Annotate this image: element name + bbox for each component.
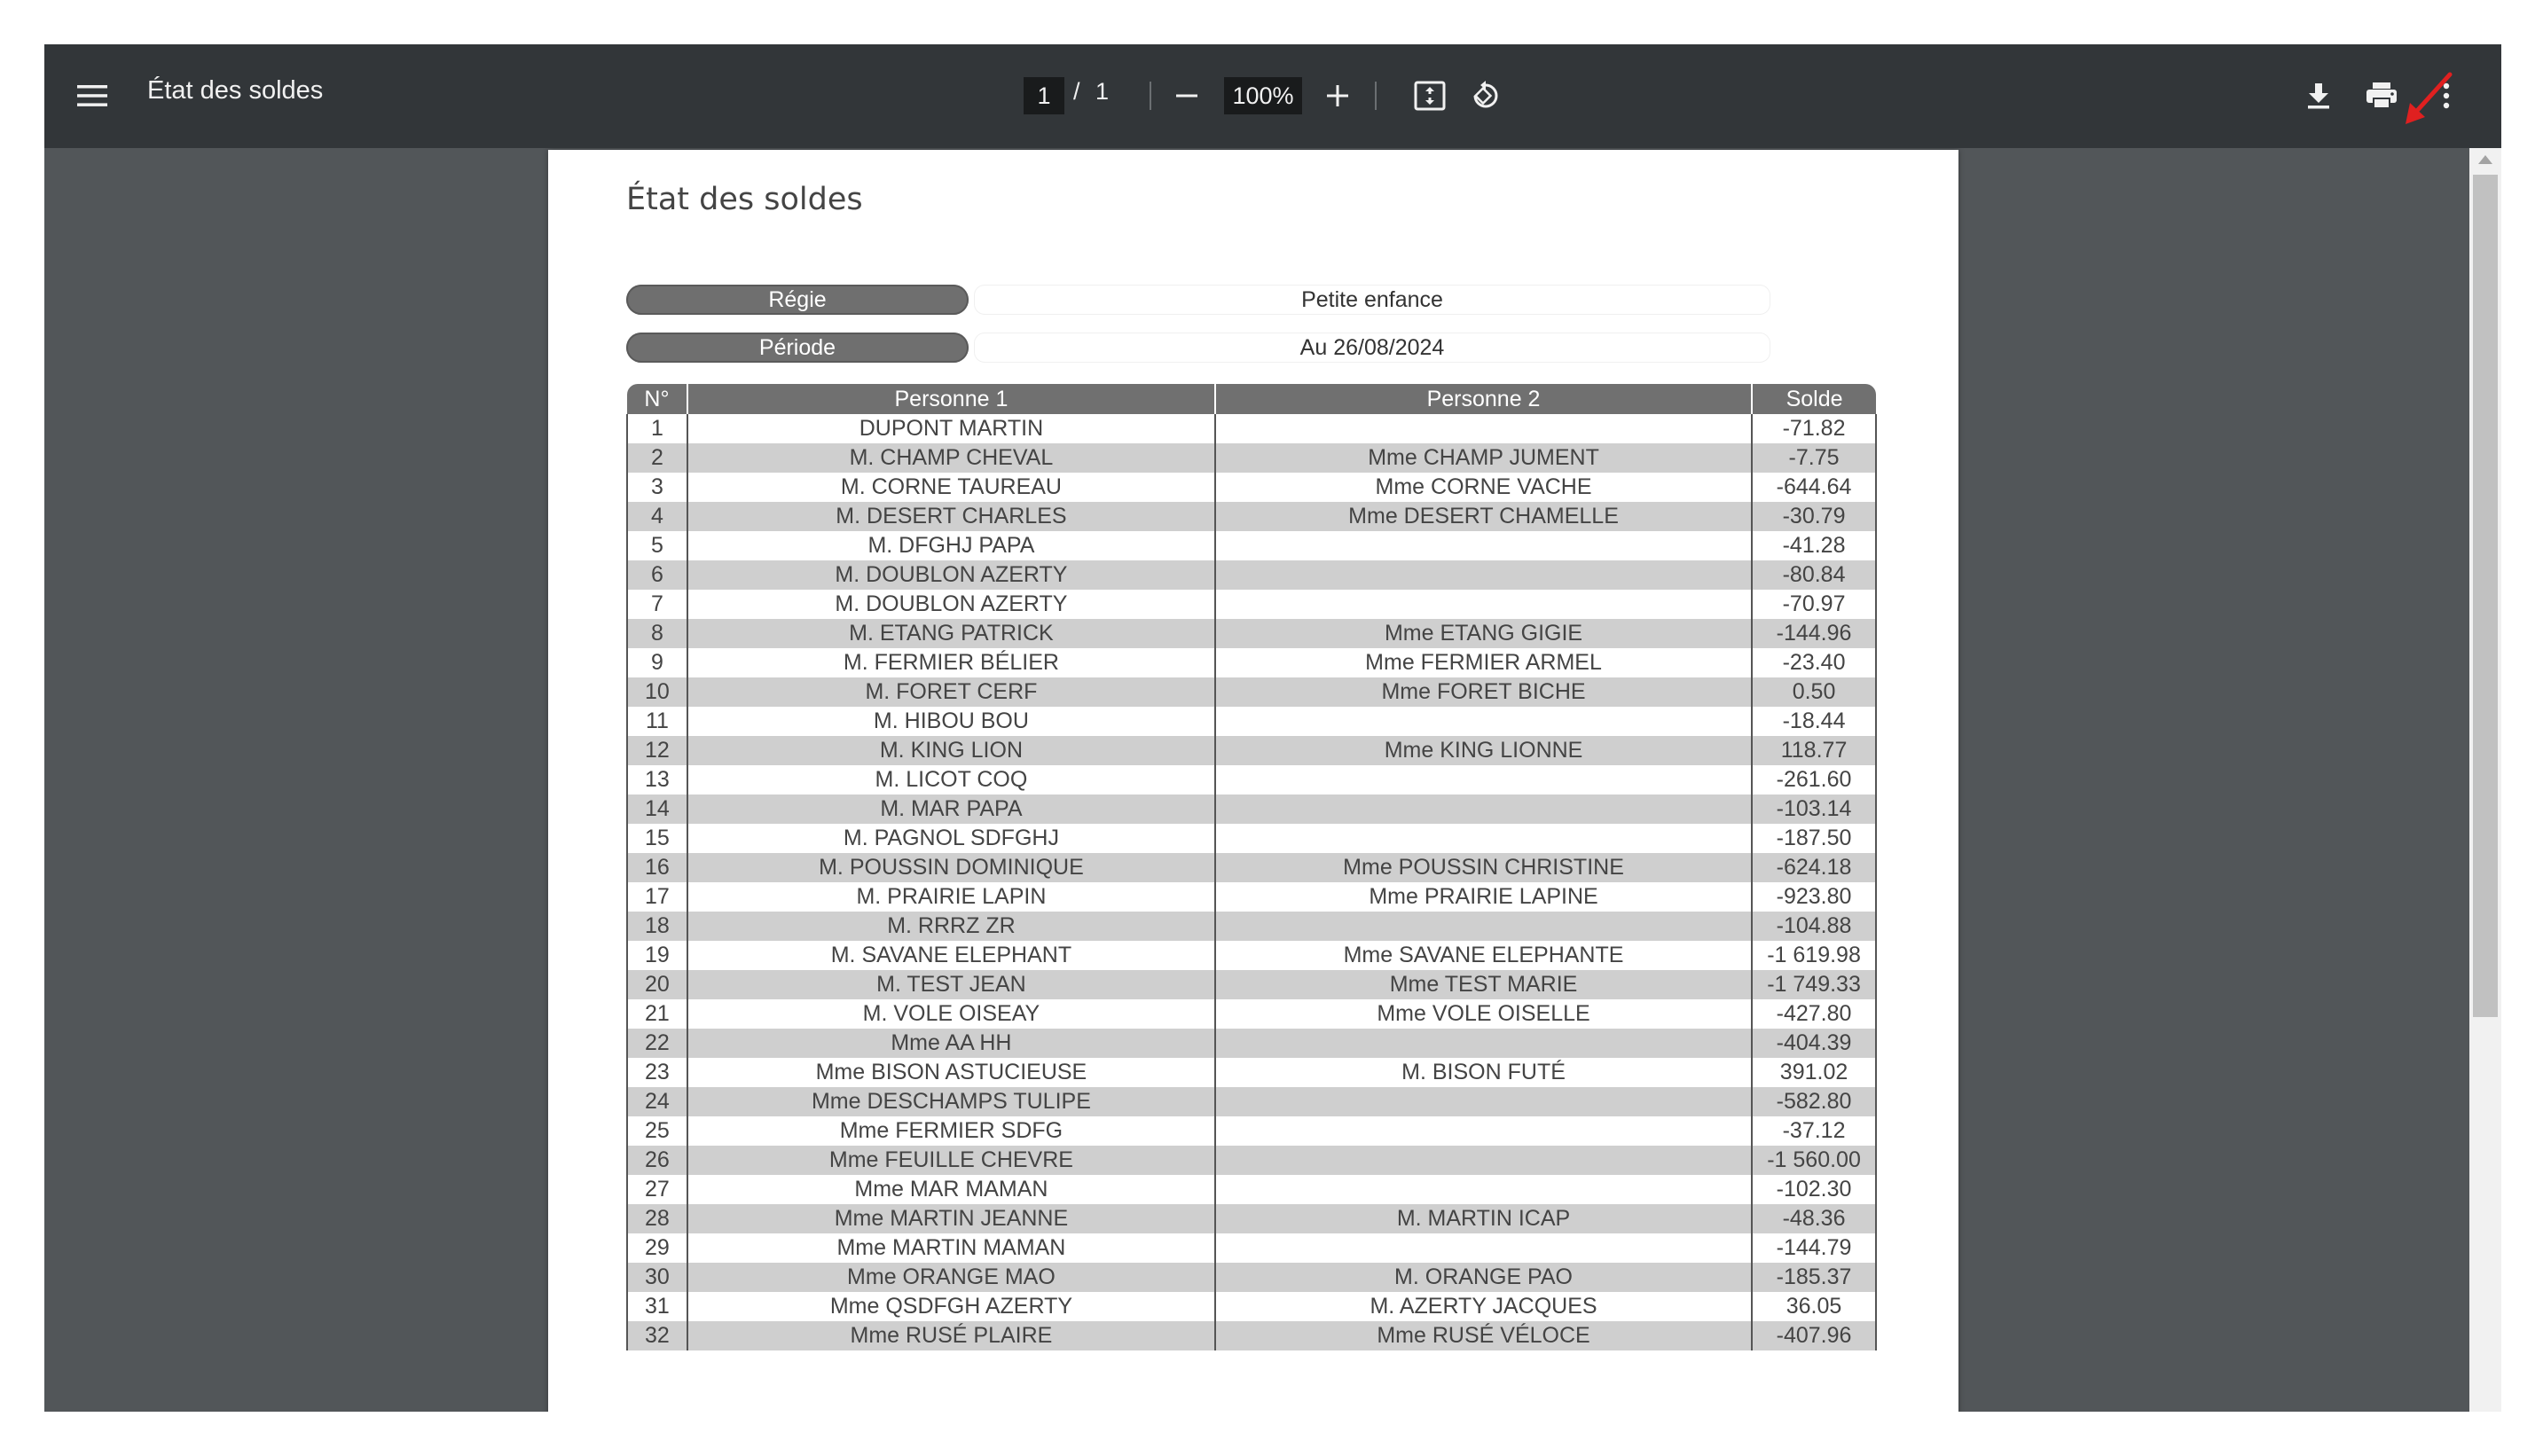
cell-person2: M. BISON FUTÉ [1215,1058,1752,1087]
cell-person2 [1215,531,1752,560]
cell-balance: -624.18 [1752,853,1876,882]
table-row [627,912,1876,941]
cell-person1: Mme QSDFGH AZERTY [687,1292,1215,1321]
pdf-toolbar [44,44,2501,148]
table-row [627,853,1876,882]
cell-person2 [1215,824,1752,853]
vertical-scrollbar[interactable] [2469,148,2501,1412]
table-row [627,531,1876,560]
cell-number: 7 [627,590,687,619]
cell-balance: -70.97 [1752,590,1876,619]
cell-person1: M. SAVANE ELEPHANT [687,941,1215,970]
field-value: Au 26/08/2024 [974,333,1770,363]
cell-number: 32 [627,1321,687,1350]
cell-balance: -41.28 [1752,531,1876,560]
cell-person1: M. CHAMP CHEVAL [687,443,1215,473]
cell-person2 [1215,912,1752,941]
table-row [627,560,1876,590]
scroll-up-arrow-icon[interactable] [2478,155,2492,164]
balance-table [626,384,1877,1350]
cell-balance: -103.14 [1752,795,1876,824]
cell-number: 12 [627,736,687,765]
cell-balance: -102.30 [1752,1175,1876,1204]
document-title: État des soldes [147,76,324,105]
column-header-person1: Personne 1 [687,384,1215,414]
page-separator: / [1073,78,1080,105]
cell-balance: -18.44 [1752,707,1876,736]
cell-person1: Mme RUSÉ PLAIRE [687,1321,1215,1350]
cell-balance: -261.60 [1752,765,1876,795]
table-row [627,1029,1876,1058]
cell-person2: Mme RUSÉ VÉLOCE [1215,1321,1752,1350]
cell-person2: Mme CHAMP JUMENT [1215,443,1752,473]
cell-person2: Mme KING LIONNE [1215,736,1752,765]
cell-number: 3 [627,473,687,502]
cell-number: 4 [627,502,687,531]
table-row [627,1146,1876,1175]
cell-person2 [1215,1029,1752,1058]
table-row [627,795,1876,824]
table-row [627,736,1876,765]
cell-number: 27 [627,1175,687,1204]
table-row [627,1116,1876,1146]
cell-number: 15 [627,824,687,853]
cell-number: 6 [627,560,687,590]
cell-person1: DUPONT MARTIN [687,414,1215,443]
cell-person1: M. ETANG PATRICK [687,619,1215,648]
table-row [627,1321,1876,1350]
menu-button[interactable] [69,73,115,119]
zoom-in-button[interactable] [1316,74,1359,117]
cell-number: 19 [627,941,687,970]
cell-person1: Mme MAR MAMAN [687,1175,1215,1204]
cell-number: 23 [627,1058,687,1087]
cell-person1: M. DOUBLON AZERTY [687,560,1215,590]
cell-number: 9 [627,648,687,677]
cell-number: 20 [627,970,687,999]
cell-number: 30 [627,1263,687,1292]
cell-person1: Mme FEUILLE CHEVRE [687,1146,1215,1175]
table-row [627,765,1876,795]
menu-icon [77,84,107,107]
cell-person2: M. ORANGE PAO [1215,1263,1752,1292]
rotate-icon [1468,79,1502,113]
cell-person2: M. MARTIN ICAP [1215,1204,1752,1233]
cell-number: 26 [627,1146,687,1175]
pdf-page [548,150,1958,1412]
cell-person1: M. FORET CERF [687,677,1215,707]
cell-person2 [1215,1175,1752,1204]
cell-balance: -644.64 [1752,473,1876,502]
plus-icon [1326,84,1349,107]
cell-number: 18 [627,912,687,941]
table-row [627,1204,1876,1233]
cell-person2: Mme FERMIER ARMEL [1215,648,1752,677]
cell-person1: Mme MARTIN MAMAN [687,1233,1215,1263]
cell-person1: M. FERMIER BÉLIER [687,648,1215,677]
cell-person1: Mme AA HH [687,1029,1215,1058]
table-body [627,414,1876,1350]
toolbar-divider [1375,82,1377,110]
cell-person1: M. DESERT CHARLES [687,502,1215,531]
cell-number: 1 [627,414,687,443]
cell-number: 29 [627,1233,687,1263]
cell-balance: -923.80 [1752,882,1876,912]
rotate-button[interactable] [1460,71,1510,121]
table-row [627,648,1876,677]
column-header-number: N° [627,384,687,414]
cell-person2 [1215,590,1752,619]
page-total: 1 [1095,78,1110,105]
cell-person2: Mme SAVANE ELEPHANTE [1215,941,1752,970]
cell-person2 [1215,707,1752,736]
cell-number: 2 [627,443,687,473]
table-row [627,1263,1876,1292]
cell-person2 [1215,1233,1752,1263]
cell-person2 [1215,1116,1752,1146]
column-header-person2: Personne 2 [1215,384,1752,414]
cell-person2: Mme TEST MARIE [1215,970,1752,999]
table-row [627,970,1876,999]
cell-person1: M. MAR PAPA [687,795,1215,824]
cell-balance: -1 560.00 [1752,1146,1876,1175]
cell-person2 [1215,414,1752,443]
field-label: Régie [626,285,969,315]
cell-person1: Mme ORANGE MAO [687,1263,1215,1292]
cell-balance: -404.39 [1752,1029,1876,1058]
fit-to-page-icon [1414,81,1446,111]
cell-person1: M. TEST JEAN [687,970,1215,999]
toolbar-divider [1150,82,1151,110]
table-header-row [627,384,1876,414]
cell-balance: 0.50 [1752,677,1876,707]
zoom-out-button[interactable] [1166,74,1208,117]
cell-person2: Mme POUSSIN CHRISTINE [1215,853,1752,882]
cell-balance: -1 749.33 [1752,970,1876,999]
cell-person1: M. DFGHJ PAPA [687,531,1215,560]
cell-person1: M. RRRZ ZR [687,912,1215,941]
cell-person1: M. KING LION [687,736,1215,765]
zoom-level-input[interactable]: 100% [1224,77,1302,114]
table-row [627,502,1876,531]
cell-balance: -582.80 [1752,1087,1876,1116]
cell-number: 8 [627,619,687,648]
cell-person1: M. CORNE TAUREAU [687,473,1215,502]
column-header-balance: Solde [1752,384,1876,414]
download-icon [2305,82,2332,110]
cell-person1: Mme BISON ASTUCIEUSE [687,1058,1215,1087]
table-row [627,1058,1876,1087]
field-label: Période [626,333,969,363]
cell-person1: M. VOLE OISEAY [687,999,1215,1029]
cell-number: 5 [627,531,687,560]
table-row [627,443,1876,473]
table-row [627,882,1876,912]
cell-balance: -23.40 [1752,648,1876,677]
pdf-viewer [44,44,2501,1412]
field-value: Petite enfance [974,285,1770,315]
table-row [627,677,1876,707]
cell-balance: -71.82 [1752,414,1876,443]
cell-balance: -144.79 [1752,1233,1876,1263]
cell-person2 [1215,795,1752,824]
cell-number: 25 [627,1116,687,1146]
table-row [627,1175,1876,1204]
download-button[interactable] [2294,71,2343,121]
table-row [627,414,1876,443]
table-row [627,707,1876,736]
cell-balance: -407.96 [1752,1321,1876,1350]
page-heading: État des soldes [626,182,863,217]
cell-balance: -1 619.98 [1752,941,1876,970]
cell-person1: M. PAGNOL SDFGHJ [687,824,1215,853]
cell-number: 14 [627,795,687,824]
table-row [627,824,1876,853]
cell-number: 22 [627,1029,687,1058]
cell-balance: -48.36 [1752,1204,1876,1233]
table-row [627,1233,1876,1263]
cell-person2: Mme VOLE OISELLE [1215,999,1752,1029]
cell-person1: Mme DESCHAMPS TULIPE [687,1087,1215,1116]
cell-balance: -185.37 [1752,1263,1876,1292]
field-row-periode [626,333,1770,363]
cell-person2 [1215,765,1752,795]
cell-person2: Mme ETANG GIGIE [1215,619,1752,648]
cell-number: 17 [627,882,687,912]
table-row [627,473,1876,502]
page-number-input[interactable]: 1 [1024,77,1064,114]
table-row [627,1292,1876,1321]
cell-person1: M. HIBOU BOU [687,707,1215,736]
cell-person2: Mme DESERT CHAMELLE [1215,502,1752,531]
cell-balance: 391.02 [1752,1058,1876,1087]
cell-person2 [1215,1087,1752,1116]
cell-person1: Mme FERMIER SDFG [687,1116,1215,1146]
table-row [627,619,1876,648]
cell-number: 24 [627,1087,687,1116]
cell-person1: Mme MARTIN JEANNE [687,1204,1215,1233]
cell-person2 [1215,560,1752,590]
cell-number: 16 [627,853,687,882]
cell-number: 28 [627,1204,687,1233]
cell-person1: M. LICOT COQ [687,765,1215,795]
cell-number: 11 [627,707,687,736]
cell-balance: -144.96 [1752,619,1876,648]
scrollbar-thumb[interactable] [2473,175,2498,1017]
cell-person1: M. POUSSIN DOMINIQUE [687,853,1215,882]
fit-to-page-button[interactable] [1405,71,1455,121]
cell-balance: -427.80 [1752,999,1876,1029]
cell-balance: -104.88 [1752,912,1876,941]
cell-balance: -187.50 [1752,824,1876,853]
cell-number: 21 [627,999,687,1029]
cell-balance: -80.84 [1752,560,1876,590]
table-row [627,590,1876,619]
cell-person2: Mme PRAIRIE LAPINE [1215,882,1752,912]
document-area[interactable] [44,148,2501,1412]
cell-balance: 36.05 [1752,1292,1876,1321]
minus-icon [1175,84,1198,107]
cell-number: 13 [627,765,687,795]
table-row [627,941,1876,970]
cell-person2: Mme CORNE VACHE [1215,473,1752,502]
table-row [627,999,1876,1029]
cell-person2: Mme FORET BICHE [1215,677,1752,707]
table-row [627,1087,1876,1116]
cell-person1: M. DOUBLON AZERTY [687,590,1215,619]
field-row-regie [626,285,1770,315]
cell-balance: -30.79 [1752,502,1876,531]
cell-balance: -7.75 [1752,443,1876,473]
red-arrow-icon [2386,71,2457,133]
cell-number: 10 [627,677,687,707]
cell-person2 [1215,1146,1752,1175]
cell-number: 31 [627,1292,687,1321]
cell-balance: -37.12 [1752,1116,1876,1146]
cell-person1: M. PRAIRIE LAPIN [687,882,1215,912]
cell-person2: M. AZERTY JACQUES [1215,1292,1752,1321]
cell-balance: 118.77 [1752,736,1876,765]
